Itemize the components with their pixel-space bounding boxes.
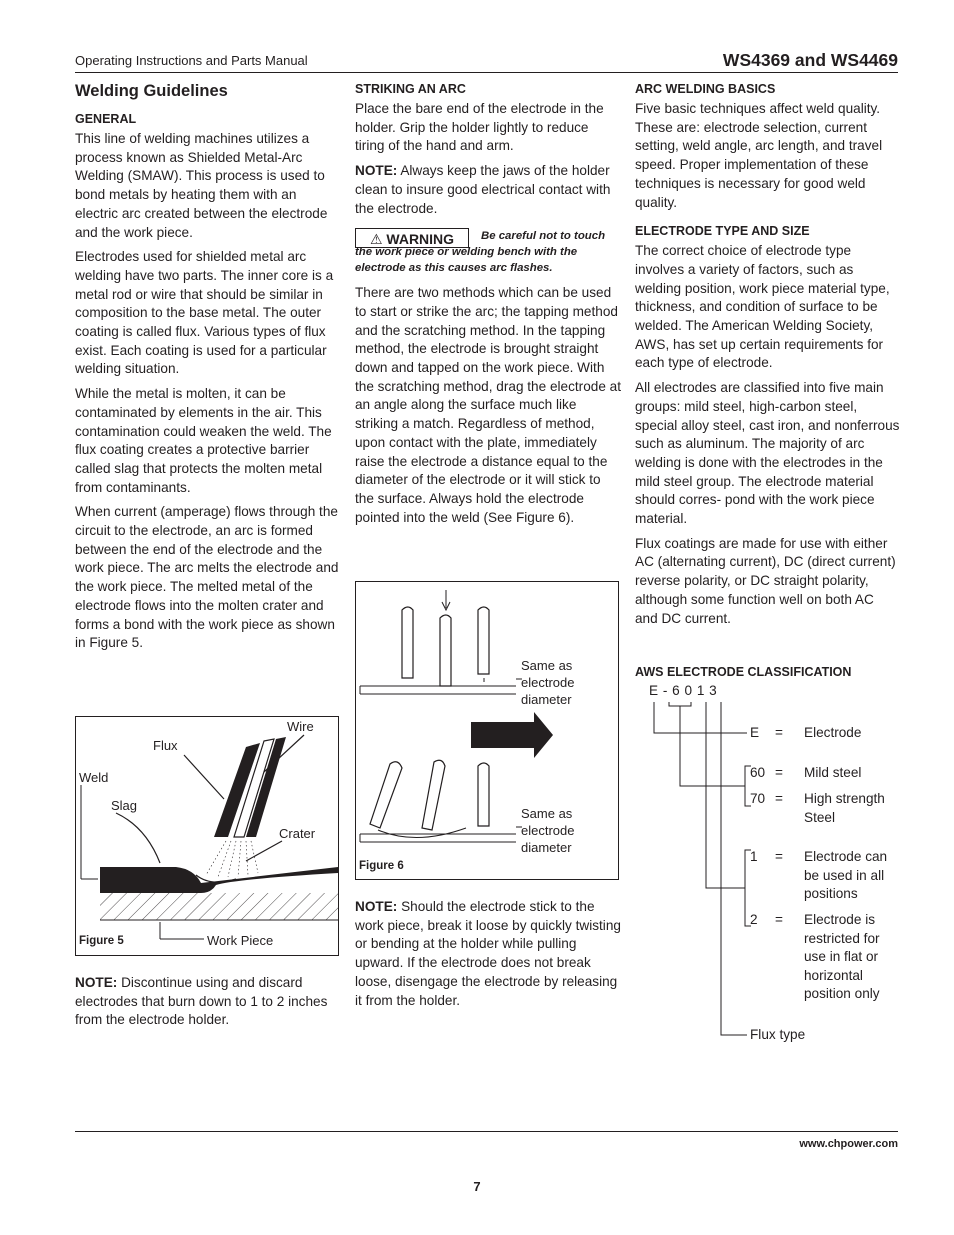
aws-row-e-eq: = — [775, 725, 783, 740]
type-paragraph-1: The correct choice of electrode type involves a variety of factors, such as welding position, work piece material type, thickness, and condition of surface to be welded. The American Welding Society, AWS, has set up certain requirements for each type of electrode. — [635, 243, 890, 371]
note-stuck-electrode — [355, 898, 621, 1016]
general-heading: GENERAL — [75, 112, 137, 126]
figure-5-caption: Figure 5 — [79, 935, 124, 947]
type-heading: ELECTRODE TYPE AND SIZE — [635, 224, 810, 239]
header-rule — [75, 72, 898, 73]
work-piece-shape — [100, 893, 338, 920]
aws-row-70-desc: High strength Steel — [804, 791, 885, 825]
label-weld: Weld — [79, 770, 109, 785]
aws-row-70-code: 70 — [750, 791, 766, 806]
label-crater: Crater — [279, 826, 316, 841]
model-numbers: WS4369 and WS4469 — [722, 50, 898, 70]
aws-row-2-code: 2 — [750, 912, 758, 927]
aws-heading: AWS ELECTRODE CLASSIFICATION — [635, 665, 852, 679]
aws-row-1-eq: = — [775, 849, 783, 864]
manual-title: Operating Instructions and Parts Manual — [75, 53, 308, 68]
basics-heading: ARC WELDING BASICS — [635, 82, 776, 96]
note-label: NOTE: — [75, 975, 118, 990]
note2-label: NOTE: — [355, 899, 398, 914]
aws-flux-type: Flux type — [750, 1027, 806, 1042]
aws-row-60-code: 60 — [750, 765, 766, 780]
section-title: Welding Guidelines — [75, 82, 228, 100]
aws-row-70-eq: = — [775, 791, 783, 806]
aws-code: E - 6 0 1 3 — [649, 683, 718, 698]
label-distance-top: Same as electrode diameter — [521, 658, 575, 707]
warning-badge — [355, 228, 469, 248]
note1-label: NOTE: — [355, 163, 398, 179]
note1-text: Always keep the jaws of the holder clean to insure good electrical contact with the electrode. — [355, 163, 611, 216]
note-discard — [75, 974, 340, 1036]
aws-row-e-desc: Electrode — [804, 725, 862, 740]
aws-row-60-desc: Mild steel — [804, 765, 862, 780]
note-text: Discontinue using and discard electrodes that burn down to 1 to 2 inches from the electrode holder. — [75, 975, 328, 1028]
label-work-piece: Work Piece — [207, 933, 274, 948]
aws-row-1-desc: Electrode can be used in all positions — [804, 849, 888, 901]
warning-triangle-icon: ⚠ — [369, 231, 383, 248]
column-right — [635, 80, 900, 634]
aws-row-1-code: 1 — [750, 849, 758, 864]
label-wire: Wire — [287, 719, 314, 734]
page-number: 7 — [473, 1179, 481, 1194]
warning-text: Be careful not to touch the work piece or welding bench with the electrode as this causes arc flashes. — [355, 230, 606, 275]
general-paragraph-3: While the metal is molten, it can be contaminated by elements in the air. This contamination could weaken the weld. The flux coating creates a protective barrier called slag that protects the molten metal from contaminants. — [75, 386, 332, 495]
striking-paragraph-1: Place the bare end of the electrode in the holder. Grip the holder lightly to reduce tiring of the hand and arm. — [355, 101, 604, 154]
warning-block — [355, 228, 621, 276]
label-distance-bottom: Same as electrode diameter — [521, 806, 575, 855]
note2-text: Should the electrode stick to the work piece, break it loose by quickly twisting or bending at the holder while pulling upward. If the electrode does not break loose, disengage the electrode by releasing it from the holder. — [355, 899, 621, 1008]
aws-row-60-eq: = — [775, 765, 783, 780]
striking-heading: STRIKING AN ARC — [355, 82, 466, 96]
aws-row-2-desc: Electrode is restricted for use in flat or horizontal position only — [804, 912, 880, 1001]
column-left — [75, 80, 340, 659]
label-flux: Flux — [153, 738, 178, 753]
column-middle — [355, 80, 621, 533]
type-paragraph-3: Flux coatings are made for use with either AC (alternating current), DC (direct current) reverse polarity, or DC straight polarity, although some function well on both AC and DC current. — [635, 535, 896, 626]
weld-bead — [100, 867, 338, 893]
footer-rule — [75, 1131, 898, 1132]
general-paragraph-2: Electrodes used for shielded metal arc welding have two parts. The inner core is a metal rod or wire that should be similar in composition to the base metal. The outer coating is called flux. Various types of flux exist. Each coating is used for a particular welding situation. — [75, 249, 334, 377]
striking-paragraph-2: There are two methods which can be used to start or strike the arc; the tapping method and the scratching method. In the tapping method, the electrode is brought straight down and tapped on the work piece. With the scratching method, drag the electrode at an angle along the surface much like striking a match. Regardless of method, upon contact with the plate, immediately raise the electrode a distance equal to the diameter of the electrode or it will stick to the surface. Always hold the electrode pointed into the weld (See Figure 6). — [355, 285, 621, 525]
basics-paragraph: Five basic techniques affect weld quality. These are: electrode selection, current setting, weld angle, arc length, and travel speed. Proper implementation of these techniques is necessary for good weld quality. — [635, 101, 883, 210]
aws-row-2-eq: = — [775, 912, 783, 927]
aws-classification — [635, 680, 900, 1050]
warning-label: WARNING — [386, 231, 455, 248]
arrow-icon — [471, 712, 553, 758]
footer-url: www.chpower.com — [799, 1138, 898, 1150]
general-paragraph-4: When current (amperage) flows through the circuit to the electrode, an arc is formed between the end of the electrode and the work piece. The arc melts the electrode and the work piece. The melted metal of the electrode flows into the molten crater and forms a bond with the work piece as shown in Figure 5. — [75, 504, 339, 651]
aws-row-e-code: E — [750, 725, 760, 740]
label-slag: Slag — [111, 798, 138, 813]
figure-6 — [355, 581, 619, 880]
figure-5 — [75, 716, 339, 956]
figure-6-caption: Figure 6 — [359, 860, 404, 872]
type-paragraph-2: All electrodes are classified into five main groups: mild steel, high-carbon steel, special alloy steel, cast iron, and nonferrous such as aluminum. The majority of arc welding is done with the electrodes in the mild steel group. The electrode material should corres- pond with the work piece material. — [635, 380, 900, 527]
general-paragraph-1: This line of welding machines utilizes a process known as Shielded Metal-Arc Welding (SMAW). This process is used to bond metals by heating them with an electric arc created between the electrode and the work piece. — [75, 131, 328, 240]
